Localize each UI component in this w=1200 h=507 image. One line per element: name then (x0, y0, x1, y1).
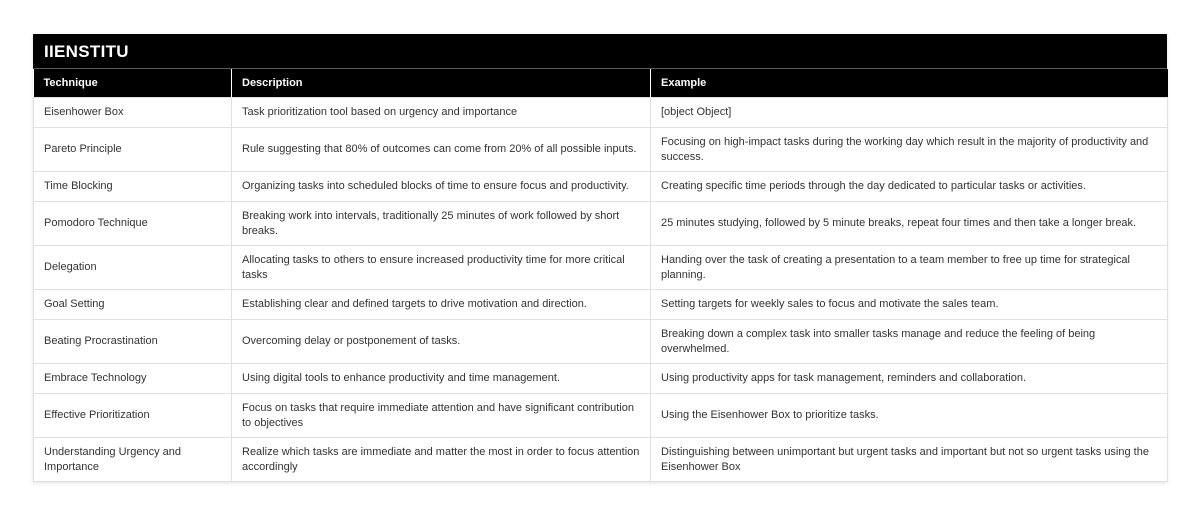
description-cell: Realize which tasks are immediate and matter the most in order to focus attention accordingly (232, 438, 651, 482)
table-row (34, 438, 1168, 482)
technique-cell: Time Blocking (34, 172, 232, 202)
table-row (34, 290, 1168, 320)
description-cell: Rule suggesting that 80% of outcomes can come from 20% of all possible inputs. (232, 128, 651, 172)
example-cell: Using the Eisenhower Box to prioritize tasks. (651, 394, 1168, 438)
description-cell: Organizing tasks into scheduled blocks of time to ensure focus and productivity. (232, 172, 651, 202)
technique-cell: Goal Setting (34, 290, 232, 320)
example-cell: Breaking down a complex task into smaller tasks manage and reduce the feeling of being overwhelmed. (651, 320, 1168, 364)
description-cell: Allocating tasks to others to ensure increased productivity time for more critical tasks (232, 246, 651, 290)
description-cell: Breaking work into intervals, traditionally 25 minutes of work followed by short breaks. (232, 202, 651, 246)
technique-cell: Pareto Principle (34, 128, 232, 172)
technique-cell: Embrace Technology (34, 364, 232, 394)
technique-cell: Eisenhower Box (34, 98, 232, 128)
column-header-technique: Technique (34, 69, 232, 98)
table-row (34, 172, 1168, 202)
table-row (34, 202, 1168, 246)
technique-cell: Effective Prioritization (34, 394, 232, 438)
column-header-example: Example (651, 69, 1168, 98)
description-cell: Focus on tasks that require immediate attention and have significant contribution to objectives (232, 394, 651, 438)
technique-cell: Delegation (34, 246, 232, 290)
column-header-description: Description (232, 69, 651, 98)
description-cell: Using digital tools to enhance productivity and time management. (232, 364, 651, 394)
example-cell: Using productivity apps for task management, reminders and collaboration. (651, 364, 1168, 394)
brand-title: IIENSTITU (33, 34, 1167, 69)
technique-cell: Pomodoro Technique (34, 202, 232, 246)
example-cell: [object Object] (651, 98, 1168, 128)
example-cell: Setting targets for weekly sales to focus and motivate the sales team. (651, 290, 1168, 320)
table-row (34, 98, 1168, 128)
example-cell: 25 minutes studying, followed by 5 minute breaks, repeat four times and then take a longer break. (651, 202, 1168, 246)
description-cell: Establishing clear and defined targets to drive motivation and direction. (232, 290, 651, 320)
table-row (34, 364, 1168, 394)
header-row (34, 69, 1168, 98)
example-cell: Creating specific time periods through the day dedicated to particular tasks or activities. (651, 172, 1168, 202)
table-container (33, 34, 1167, 482)
table-row (34, 394, 1168, 438)
example-cell: Distinguishing between unimportant but urgent tasks and important but not so urgent tasks using the Eisenhower Box (651, 438, 1168, 482)
table-row (34, 128, 1168, 172)
description-cell: Task prioritization tool based on urgency and importance (232, 98, 651, 128)
example-cell: Handing over the task of creating a presentation to a team member to free up time for strategical planning. (651, 246, 1168, 290)
description-cell: Overcoming delay or postponement of tasks. (232, 320, 651, 364)
technique-cell: Understanding Urgency and Importance (34, 438, 232, 482)
techniques-table (33, 69, 1168, 482)
technique-cell: Beating Procrastination (34, 320, 232, 364)
table-row (34, 320, 1168, 364)
table-row (34, 246, 1168, 290)
example-cell: Focusing on high-impact tasks during the working day which result in the majority of productivity and success. (651, 128, 1168, 172)
